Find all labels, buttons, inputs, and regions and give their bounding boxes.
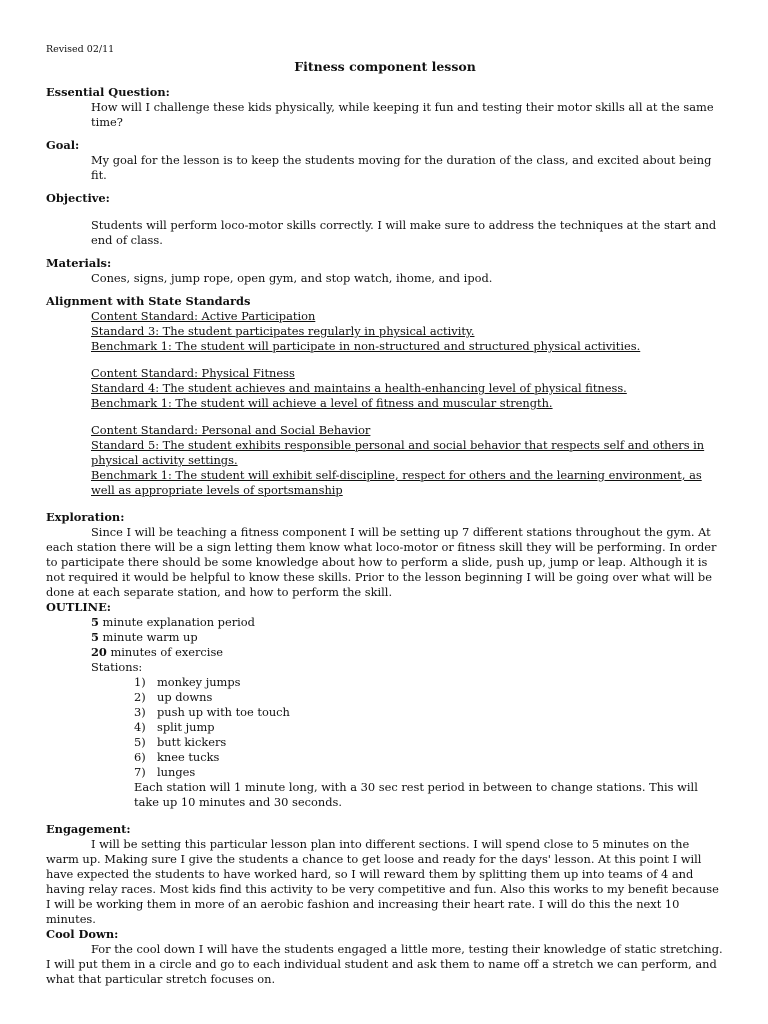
essential-question-heading: Essential Question: (46, 85, 170, 99)
standards-group-1 (46, 309, 724, 354)
materials-heading: Materials: (46, 256, 112, 270)
benchmark: Benchmark 1: The student will achieve a level of fitness and muscular strength. (91, 396, 553, 410)
content-standard: Content Standard: Active Participation (91, 309, 316, 323)
outline-list (46, 615, 724, 675)
station-item: 7) lunges (134, 765, 196, 779)
station-item: 1) monkey jumps (134, 675, 241, 689)
exploration-heading: Exploration: (46, 510, 125, 524)
revision-note: Revised 02/11 (46, 44, 115, 55)
stations-note: Each station will 1 minute long, with a 30 sec rest period in between to change stations. This will take up 10 minutes and 30 seconds. (134, 780, 698, 809)
stations-label: Stations: (91, 660, 143, 674)
alignment-heading: Alignment with State Standards (46, 294, 251, 308)
station-item: 2) up downs (134, 690, 213, 704)
standards-group-3 (46, 423, 724, 498)
engagement-text: I will be setting this particular lesson plan into different sections. I will spend close to 5 minutes on the warm up. Making sure I give the students a chance to get loose and ready for the days' lesson. At this point I will have expected the students to have worked hard, so I will reward them by splitting them up into teams of 4 and having relay races. Most kids find this activity to be very competitive and fun. Also this works to my benefit because I will be working them in more of an aerobic fashion and increasing their heart rate. I will do this the next 10 minutes. (46, 837, 719, 926)
standard: Standard 4: The student achieves and maintains a health-enhancing level of physical fitness. (91, 381, 627, 395)
standards-group-2 (46, 366, 724, 411)
content-standard: Content Standard: Personal and Social Behavior (91, 423, 371, 437)
outline-item: 5 minute explanation period (91, 615, 255, 629)
benchmark: Benchmark 1: The student will exhibit self-discipline, respect for others and the learning environment, as well as appropriate levels of sportsmanship (91, 468, 702, 497)
goal-text: My goal for the lesson is to keep the students moving for the duration of the class, and excited about being fit. (91, 153, 712, 182)
objective-heading: Objective: (46, 191, 110, 205)
station-item: 3) push up with toe touch (134, 705, 290, 719)
outline-heading: OUTLINE: (46, 600, 111, 614)
cooldown-heading: Cool Down: (46, 927, 119, 941)
outline-item: 20 minutes of exercise (91, 645, 224, 659)
content-standard: Content Standard: Physical Fitness (91, 366, 295, 380)
essential-question-text: How will I challenge these kids physically, while keeping it fun and testing their motor skills all at the same time? (91, 100, 714, 129)
materials-text: Cones, signs, jump rope, open gym, and stop watch, ihome, and ipod. (91, 271, 493, 285)
station-item: 4) split jump (134, 720, 215, 734)
station-item: 6) knee tucks (134, 750, 220, 764)
station-item: 5) butt kickers (134, 735, 227, 749)
outline-item: 5 minute warm up (91, 630, 198, 644)
cooldown-text: For the cool down I will have the students engaged a little more, testing their knowledge of static stretching. I will put them in a circle and go to each individual student and ask them to name off a stretch we can perform, and what that particular stretch focuses on. (46, 942, 723, 986)
engagement-heading: Engagement: (46, 822, 131, 836)
benchmark: Benchmark 1: The student will participate in non-structured and structured physical activities. (91, 339, 641, 353)
standard: Standard 5: The student exhibits responsible personal and social behavior that respects self and others in physical activity settings. (91, 438, 705, 467)
standard: Standard 3: The student participates regularly in physical activity. (91, 324, 475, 338)
goal-heading: Goal: (46, 138, 80, 152)
exploration-text: Since I will be teaching a fitness component I will be setting up 7 different stations throughout the gym. At each station there will be a sign letting them know what loco-motor or fitness skill they will be performing. In order to participate there should be some knowledge about how to perform a slide, push up, jump or leap. Although it is not required it would be helpful to know these skills. Prior to the lesson beginning I will be going over what will be done at each separate station, and how to perform the skill. (46, 525, 717, 599)
objective-text: Students will perform loco-motor skills correctly. I will make sure to address the techniques at the start and end of class. (91, 218, 717, 247)
stations-list (46, 675, 724, 780)
document-title: Fitness component lesson (294, 59, 476, 74)
